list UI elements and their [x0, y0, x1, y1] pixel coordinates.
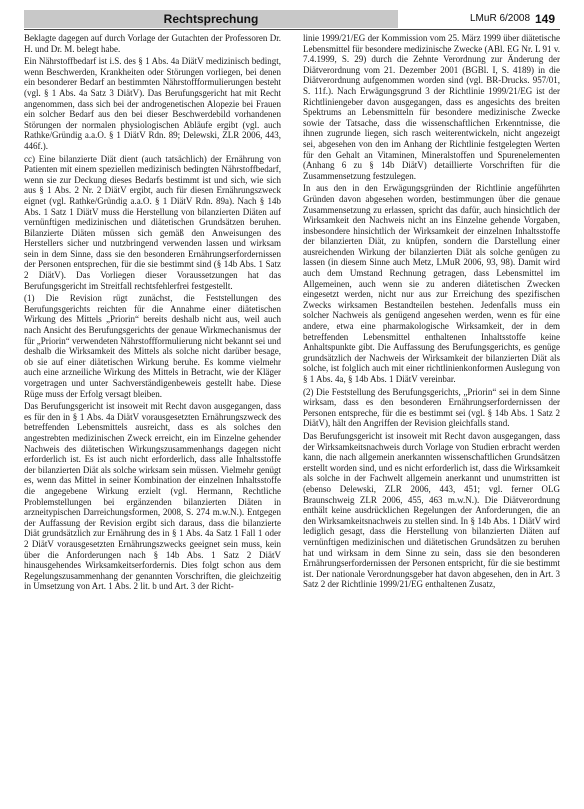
paragraph: (2) Die Feststellung des Berufungsgerichts, „Priorin“ sei in dem Sinne wirksam, dass es den besonderen Ernährungserfordernissen der Personen entspreche, für die es bestimmt sei (vgl. § 14b Abs. 1 Satz 2 DiätV), hält den Angriffen der Revision gleichfalls stand.	[303, 386, 560, 429]
paragraph: cc) Eine bilanzierte Diät dient (auch tatsächlich) der Ernährung von Patienten mit einem speziellen medizinisch bedingten Nährstoffbedarf, wenn sie zur Deckung dieses Bedarfs bestimmt ist und sich, wie sich aus § 1 Abs. 2 Nr. 2 DiätV ergibt, auch für diesen Ernährungszweck eignet (vgl. Rathke/Gründig a.a.O. § 1 DiätV Rdn. 89a). Nach § 14b Abs. 1 Satz 1 DiätV muss die Herstellung von bilanzierten Diäten auf vernünftigen medizinischen und diätetischen Grundsätzen beruhen. Bilanzierte Diäten müssen sich gemäß den Anweisungen des Herstellers sicher und nutzbringend verwenden lassen und wirksam sein in dem Sinne, dass sie den besonderen Ernährungserfordernissen der Personen entsprechen, für die sie bestimmt sind (§ 14b Abs. 1 Satz 2 DiätV). Das Vorliegen dieser Voraussetzungen hat das Berufungsgericht im Streitfall rechtsfehlerfrei festgestellt.	[24, 153, 281, 291]
page-number: 149	[535, 12, 556, 26]
paragraph: Ein Nährstoffbedarf ist i.S. des § 1 Abs. 4a DiätV medizinisch bedingt, wenn Beschwerden, Krankheiten oder Störungen vorliegen, bei denen ein besonderer Bedarf an bestimmten Nährstoffformulierungen besteht (vgl. § 1 Abs. 4a Satz 3 DiätV). Das Berufungsgericht hat mit Recht angenommen, dass sich bei der androgenetischen Alopezie bei Frauen ein solcher Bedarf aus den bei dieser Beschwerdebild vorhandenen Störungen der normalen physiologischen Abläufe ergibt (vgl. auch Rathke/Gründig a.a.O. § 1 DiätV Rdn. 89; Delewski, ZLR 2006, 443, 446f.).	[24, 56, 281, 151]
left-column	[24, 33, 281, 801]
paragraph: (1) Die Revision rügt zunächst, die Feststellungen des Berufungsgerichts reichten für die Annahme einer diätetischen Wirkung des Mittels „Priorin“ bereits deshalb nicht aus, weil auch nach Ansicht des Berufungsgerichts der genaue Wirkmechanismus der für „Priorin“ verwendeten Nährstoffformulierung nicht bekannt sei und deshalb die Wirksamkeit des Mittels als solche nicht darüber besage, ob sie auf einer diätetischen Wirkung beruhe. Es komme vielmehr auch eine arzneiliche Wirkung des Mittels in Betracht, wie der Kläger vorgetragen und unter Sachverständigenbeweis gestellt habe. Diese Rüge muss der Erfolg versagt bleiben.	[24, 293, 281, 399]
paragraph: Das Berufungsgericht ist insoweit mit Recht davon ausgegangen, dass es für den in § 1 Abs. 4a DiätV vorausgesetzten Ernährungszweck des betreffenden Lebensmittels ausreicht, dass es als solches den angestrebten medizinischen Zweck erreicht, ein im Einzelne gehender Nachweis des diätetischen Wirkungszusammenhangs dagegen nicht erforderlich ist. Es ist auch nicht erforderlich, dass alle Inhaltsstoffe der bilanzierten Diät als solche wirksam sein müssen. Vielmehr genügt es, wenn das Mittel in seiner Kombination der einzelnen Inhaltsstoffe die angegebene Wirkung erzielt (vgl. Hermann, Rechtliche Problemstellungen bei ergänzenden bilanzierten Diäten in arzneitypischen Darreichungsformen, 2008, S. 274 m.w.N.). Entgegen der Auffassung der Revision ergibt sich daraus, dass die bilanzierte Diät grundsätzlich zur Ernährung des in § 1 Abs. 4a Satz 1 Fall 1 oder 2 DiätV vorausgesetzten Ernährungszwecks geeignet sein muss, kein über die Anforderungen nach § 14b Abs. 1 Satz 2 DiätV hinausgehendes Wirksamkeitserfordernis. Dies folgt schon aus dem Regelungszusammenhang der genannten Vorschriften, die gleichzeitig in Umsetzung von Art. 1 Abs. 2 lit. b und Art. 3 der Richt-	[24, 401, 281, 592]
paragraph: linie 1999/21/EG der Kommission vom 25. März 1999 über diätetische Lebensmittel für besondere medizinische Zwecke (ABl. EG Nr. L 91 v. 7.4.1999, S. 29) durch die Zehnte Verordnung zur Änderung der Diätverordnung vom 21. Dezember 2001 (BGBl. I, S. 4189) in die Diätverordnung aufgenommen worden sind (vgl. BR-Drucks. 957/01, S. 11f.). Nach Erwägungsgrund 3 der Richtlinie 1999/21/EG ist der Richtliniengeber davon ausgegangen, dass es angesichts des breiten Spektrums an Lebensmitteln für besondere medizinische Zwecke sowie der Tatsache, dass die wissenschaftlichen Erkenntnisse, die ihnen zugrunde liegen, sich rasch weiterentwickeln, nicht angezeigt sei, abgesehen von den im Anhang der Richtlinie festgelegten Werten für den Gehalt an Vitaminen, Mineralstoffen und Spurenelementen (Anhang 6 zu § 14b DiätV) detaillierte Vorschriften für die Zusammensetzung festzulegen.	[303, 33, 560, 181]
journal-issue: LMuR 6/2008	[470, 13, 531, 24]
header-rule	[24, 29, 560, 30]
paragraph: In aus den in den Erwägungsgründen der Richtlinie angeführten Gründen davon abgesehen worden, bestimmungen über die genaue Zusammensetzung zu erlassen, spricht das dafür, auch hinsichtlich der Wirksamkeit den Nachweis nicht an ins Einzelne gehende Vorgaben, insbesondere hinsichtlich der Wirksamkeit der einzelnen Inhaltsstoffe der bilanzierten Diät, zu knüpfen, sondern die Darstellung einer ausreichenden Wirkung der bilanzierten Diät als solche genügen zu lassen (in diesem Sinne auch Metz, LMuR 2006, 93, 98). Damit wird auch dem Umstand Rechnung getragen, dass Lebensmittel im Allgemeinen, auch wenn sie zu anderen diätetischen Zwecken eingesetzt werden, nicht nur aus zur Erreichung des spezifischen Zwecks wirksamen Bestandteilen bestehen. Jedenfalls muss ein solcher Nachweis als genügend angesehen werden, wenn es für eine andere, etwa eine pharmakologische Wirksamkeit, der in dem betreffenden Lebensmittel enthaltenen Inhaltsstoffe keine Anhaltspunkte gibt. Die Auffassung des Berufungsgerichts, es genüge grundsätzlich der Nachweis der Wirksamkeit der bilanzierten Diät als solche, ist folglich auch mit einer richtlinienkonformen Auslegung von § 1 Abs. 4a, § 14b Abs. 1 DiätV vereinbar.	[303, 183, 560, 384]
paragraph: Das Berufungsgericht ist insoweit mit Recht davon ausgegangen, dass der Wirksamkeitsnachweis durch Vorlage von Studien erbracht werden kann, die nach allgemein anerkannten wissenschaftlichen Grundsätzen erstellt worden sind, und es nicht erforderlich ist, dass die Wirksamkeit als solche in der Fachwelt allgemein anerkannt und unumstritten ist (ebenso Delewski, ZLR 2006, 443, 451; vgl. ferner OLG Braunschweig ZLR 2006, 455, 463 m.w.N.). Die Diätverordnung enthält keine ausdrücklichen Regelungen der Anforderungen, die an den Wirksamkeitsnachweis zu stellen sind. In § 14b Abs. 1 DiätV wird lediglich gesagt, dass die Herstellung von bilanzierten Diäten auf vernünftigen medizinischen und diätetischen Grundsätzen zu beruhen hat und wirksam in dem Sinne zu sein, dass sie den besonderen Ernährungserfordernissen der Personen entspricht, für die sie bestimmt ist. Der nationale Verordnungsgeber hat davon abgesehen, den in Art. 3 Satz 2 der Richtlinie 1999/21/EG enthaltenen Zusatz,	[303, 430, 560, 590]
paragraph: Beklagte dagegen auf durch Vorlage der Gutachten der Professoren Dr. H. und Dr. M. belegt habe.	[24, 33, 281, 54]
section-title: Rechtsprechung	[163, 12, 259, 26]
right-column	[303, 33, 560, 801]
